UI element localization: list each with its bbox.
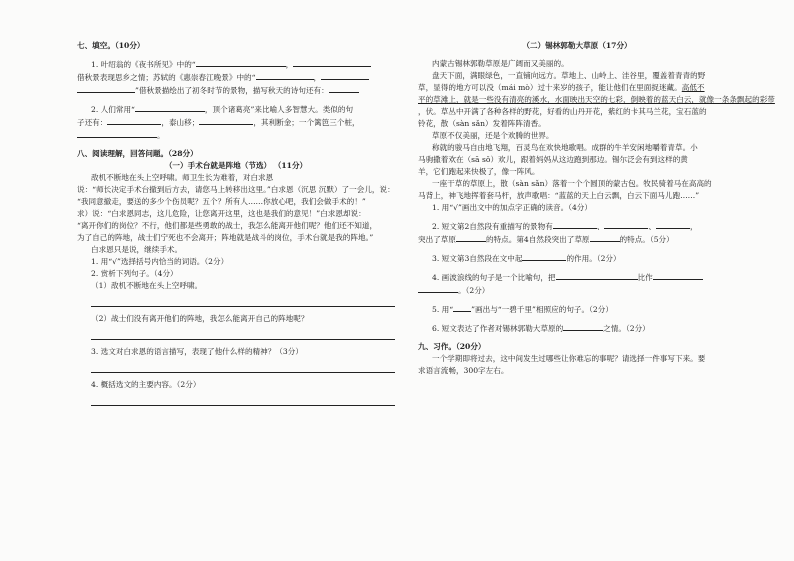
answer-blank[interactable] (656, 220, 690, 229)
passage-1-text: “我同意撤走，要送的多少个伤员呢？五个？所有人……你放心吧，我们会做手术的！” (77, 196, 366, 206)
q7-1-line2: 借秋景表现思乡之情；苏轼的《惠崇春江晚景》中的“ ， (77, 71, 395, 84)
passage-2-text: 马背上，神飞地挥着套马杆，放声歌唱：“蓝蓝的天上白云飘，白云下面马儿跑……” (418, 190, 700, 200)
answer-blank[interactable] (418, 284, 458, 293)
passage-2-text: 盘天下面，满眼绿色，一直铺向远方。草地上、山岭上、洼谷里，覆盖着青青的野 (432, 70, 706, 80)
answer-line[interactable] (91, 325, 395, 340)
q7-2-line3: 。 (77, 129, 395, 142)
answer-line[interactable] (91, 391, 395, 406)
answer-blank[interactable] (522, 252, 566, 261)
q7-2-line2: 子还有： ，泰山移； ，其利断金；一个篱笆三个桩， (77, 117, 360, 127)
passage-2-text: 草，显得的地方可以没（mái mò）过十来岁的孩子，能让他们在里面捉迷藏。高低不 (418, 82, 705, 92)
passage-2-text: 内蒙古锡林郭勒草原是广阔而又美丽的。 (432, 58, 569, 68)
answer-line[interactable] (91, 358, 395, 373)
passage-2-text: 马驹撒着欢在（sā sǒ）欢儿，跟着妈妈从这边跑到那边。锡尔泛会有到这样的黄 (418, 154, 688, 164)
q7-2-line1: 2. 人们常用“ ，顶个诸葛亮”来比喻人多智慧大。类似的句 (91, 104, 354, 114)
passage-1-title: （一）手术台就是阵地（节选） （11分） (164, 160, 308, 170)
answer-blank[interactable] (553, 220, 597, 229)
question-r-4-line2: 。（2分） (418, 284, 736, 297)
answer-blank[interactable] (590, 233, 620, 242)
q7-1-line3: ”借秋景描绘出了初冬时节的景物，描写秋天的诗句还有： (77, 84, 395, 97)
passage-1-text: 白求恩只是说，继续手术。 (91, 244, 183, 254)
answer-blank[interactable] (604, 220, 648, 229)
passage-1-text: “离开你们的岗位？不行，他们都是些勇敢的战士，我怎么能离开他们呢？他们还不知道， (77, 220, 378, 230)
answer-blank[interactable] (256, 71, 314, 80)
question-r-2-line1: 2. 短文第2自然段有重描写的景物有 、 、 ， (432, 221, 698, 231)
answer-blank[interactable] (456, 233, 486, 242)
answer-blank[interactable] (135, 103, 205, 112)
passage-1-text: 为了自己的阵地，战士们宁死也不会离开；阵地就是战斗的岗位，手术台就是我的阵地。” (77, 232, 374, 242)
passage-2-wavy-sentence: 平的草滩上，就是一些没有清亮的溪水，水面映出天空的七彩，倒映着的蓝天白云，就像一条条飘起的彩带 (418, 94, 775, 104)
q7-1-line1: 1. 叶绍翁的《夜书所见》中的“ ， (77, 58, 395, 71)
passage-1-text: 敌机不断地在头上空呼啸。师卫生长为难着，对白求恩 (91, 172, 274, 182)
passage-2-text: 一座干草的草原上，散（sàn sǎn）落着一个个圆顶的蒙古包。牧民骑着马在高高的 (432, 178, 712, 188)
answer-blank[interactable] (196, 58, 286, 67)
answer-blank[interactable] (293, 58, 371, 67)
answer-blank[interactable] (556, 271, 638, 280)
answer-blank[interactable] (321, 71, 369, 80)
question-8-3: 3. 选文对白求恩的语言描写，表现了他什么样的精神？（3分） (91, 346, 303, 356)
question-8-4: 4. 概括选文的主要内容。（2分） (91, 379, 201, 389)
question-r-6: 6. 短文表达了作者对锡林郭勒大草原的 之情。（2分） (432, 323, 650, 333)
question-8-2-1: （1）敌机不断地在头上空呼啸。 (91, 280, 203, 290)
question-8-2-2: （2）战士们没有离开他们的阵地，我怎么能离开自己的阵地呢？ (91, 313, 309, 323)
question-r-1: 1. 用“√”画出文中的加点字正确的读音。（4分） (432, 202, 592, 212)
answer-blank[interactable] (653, 271, 703, 280)
passage-2-title: （二）锡林郭勒大草原（17分） (522, 41, 632, 50)
left-column (77, 40, 395, 412)
answer-blank[interactable] (453, 303, 471, 312)
writing-prompt: 求语言流畅，300字左右。 (418, 365, 509, 375)
passage-1-text: 说：“师长决定手术台撤到后方去，请您马上转移出这里。”白求恩（沉思 沉默）了一会儿，说： (77, 184, 395, 194)
answer-line[interactable] (91, 292, 395, 307)
question-r-5: 5. 用“ ”画出与“一碧千里”相照应的句子。（2分） (432, 304, 613, 314)
passage-2-text: 铃花，散（sàn sǎn）发着阵阵清香。 (418, 118, 546, 128)
section-9-title: 九、习作。（20分） (418, 341, 486, 351)
passage-1-text: 求）说：“白求恩同志，这儿危险，让您离开这里，这也是我们的意见！”白求恩却说： (77, 208, 366, 218)
answer-blank[interactable] (199, 116, 253, 125)
question-8-1: 1. 用“√”选择括号内恰当的词语。（2分） (91, 256, 229, 266)
answer-blank[interactable] (77, 84, 135, 93)
answer-blank[interactable] (329, 84, 359, 93)
question-r-2-line2: 突出了草原 的特点。第4自然段突出了草原 的特点。（5分） (418, 234, 674, 244)
answer-blank[interactable] (563, 322, 603, 331)
question-8-2: 2. 赏析下列句子。（4分） (91, 268, 178, 278)
passage-2-text: 称就的骏马自由地飞翔，百灵鸟在欢快地歌唱。成群的牛羊安闲地嚼着青草。小 (432, 142, 698, 152)
writing-prompt: 一个学期即将过去，这中间发生过哪些让你难忘的事呢？请选择一件事写下来。要 (432, 353, 706, 363)
question-r-4: 4. 画波浪线的句子是一个比喻句，把 比作 (418, 271, 736, 284)
right-column (418, 40, 775, 377)
answer-blank[interactable] (107, 116, 161, 125)
section-8-title: 八、阅读理解，回答问题。（28分） (77, 148, 198, 158)
answer-blank[interactable] (77, 129, 157, 138)
passage-2-text: 羊，它们跑起来快极了，像一阵风。 (418, 166, 540, 176)
question-r-3: 3. 短文第3自然段在文中起 的作用。（2分） (432, 253, 621, 263)
passage-2-text: 草原不仅美丽，还是个欢腾的世界。 (432, 130, 554, 140)
section-7-title: 七、填空。（10分） (77, 41, 145, 50)
passage-2-text: ，伏。草丛中开满了各种各样的野花，好看的山丹开花，紫红的卡其马兰花，宝石蓝的 (418, 106, 707, 116)
